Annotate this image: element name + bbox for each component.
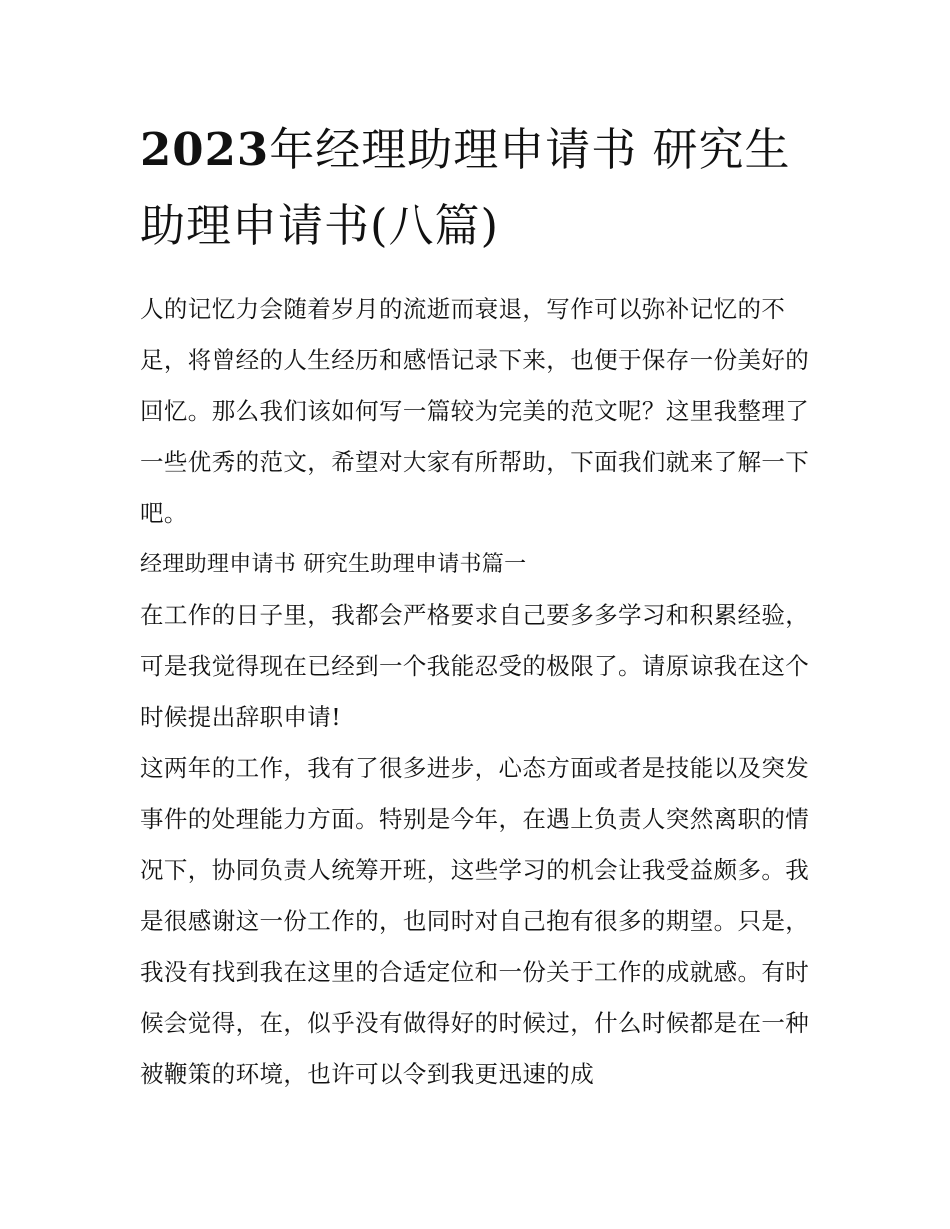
intro-paragraph: 人的记忆力会随着岁月的流逝而衰退，写作可以弥补记忆的不足，将曾经的人生经历和感悟记录下来，也便于保存一份美好的回忆。那么我们该如何写一篇较为完美的范文呢？这里我整理了一些优秀的范文，希望对大家有所帮助，下面我们就来了解一下吧。	[140, 295, 810, 527]
document-title	[140, 112, 812, 264]
body-paragraph-2: 这两年的工作，我有了很多进步，心态方面或者是技能以及突发事件的处理能力方面。特别是今年，在遇上负责人突然离职的情况下，协同负责人统筹开班，这些学习的机会让我受益颇多。我是很感谢这一份工作的，也同时对自己抱有很多的期望。只是，我没有找到我在这里的合适定位和一份关于工作的成就感。有时候会觉得，在，似乎没有做得好的时候过，什么时候都是在一种被鞭策的环境，也许可以令到我更迅速的成	[140, 754, 810, 1088]
body-paragraph-1: 在工作的日子里，我都会严格要求自己要多多学习和积累经验，可是我觉得现在已经到一个我能忍受的极限了。请原谅我在这个时候提出辞职申请!	[140, 601, 810, 731]
title-year: 2023	[140, 123, 270, 176]
document-page	[140, 112, 812, 1100]
title-text: 年经理助理申请书 研究生助理申请书(八篇)	[140, 123, 791, 252]
section-heading: 经理助理申请书 研究生助理申请书篇一	[140, 552, 527, 577]
